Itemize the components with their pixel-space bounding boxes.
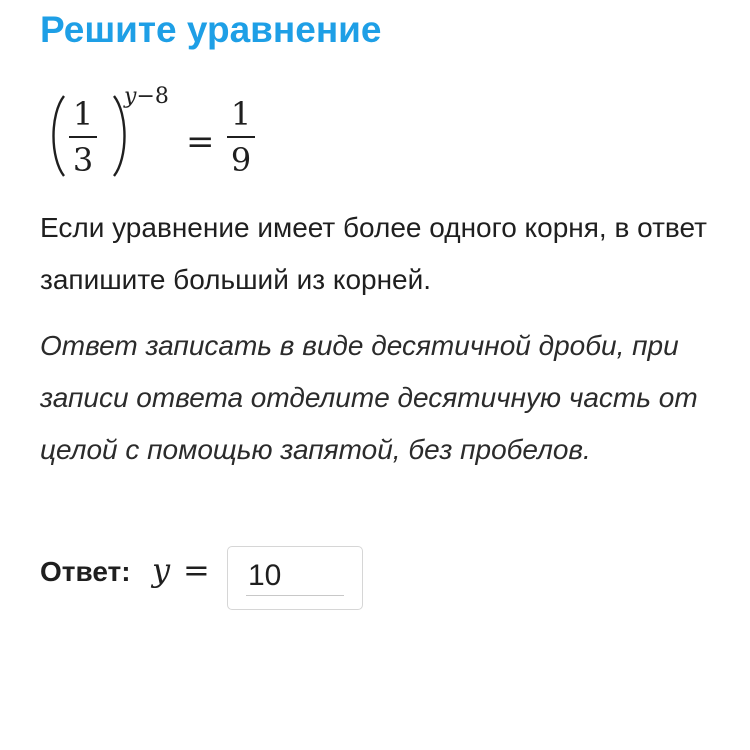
answer-format-note: Ответ записать в виде десятичной дроби, при записи ответа отделите десятичную часть от целой с помощью запятой, без пробелов.	[40, 330, 698, 465]
rhs-fraction	[224, 96, 258, 180]
exponent-variable: y	[124, 84, 137, 109]
answer-equals-sign: =	[183, 551, 210, 589]
task-condition: Если уравнение имеет более одного корня, в ответ запишите больший из корней.	[40, 212, 707, 295]
task-title: Решите уравнение	[40, 9, 382, 50]
base-denominator: 3	[72, 141, 94, 179]
answer-row	[40, 546, 440, 612]
base-fraction	[66, 96, 100, 180]
exponent-number: 8	[154, 84, 169, 109]
exponent-operator: −	[136, 84, 155, 109]
base-fraction-bar	[69, 136, 97, 138]
exponent	[124, 84, 169, 109]
rhs-numerator: 1	[230, 95, 252, 133]
answer-label: Ответ:	[40, 556, 131, 587]
rhs-denominator: 9	[230, 141, 252, 179]
equation	[40, 86, 300, 196]
base-numerator: 1	[72, 95, 94, 133]
answer-box	[227, 546, 363, 610]
rhs-fraction-bar	[227, 136, 255, 138]
answer-input-underline	[246, 595, 344, 596]
answer-variable: y	[152, 551, 171, 589]
equals-sign: =	[186, 122, 215, 162]
answer-input[interactable]	[248, 559, 344, 593]
left-parenthesis	[46, 94, 68, 178]
